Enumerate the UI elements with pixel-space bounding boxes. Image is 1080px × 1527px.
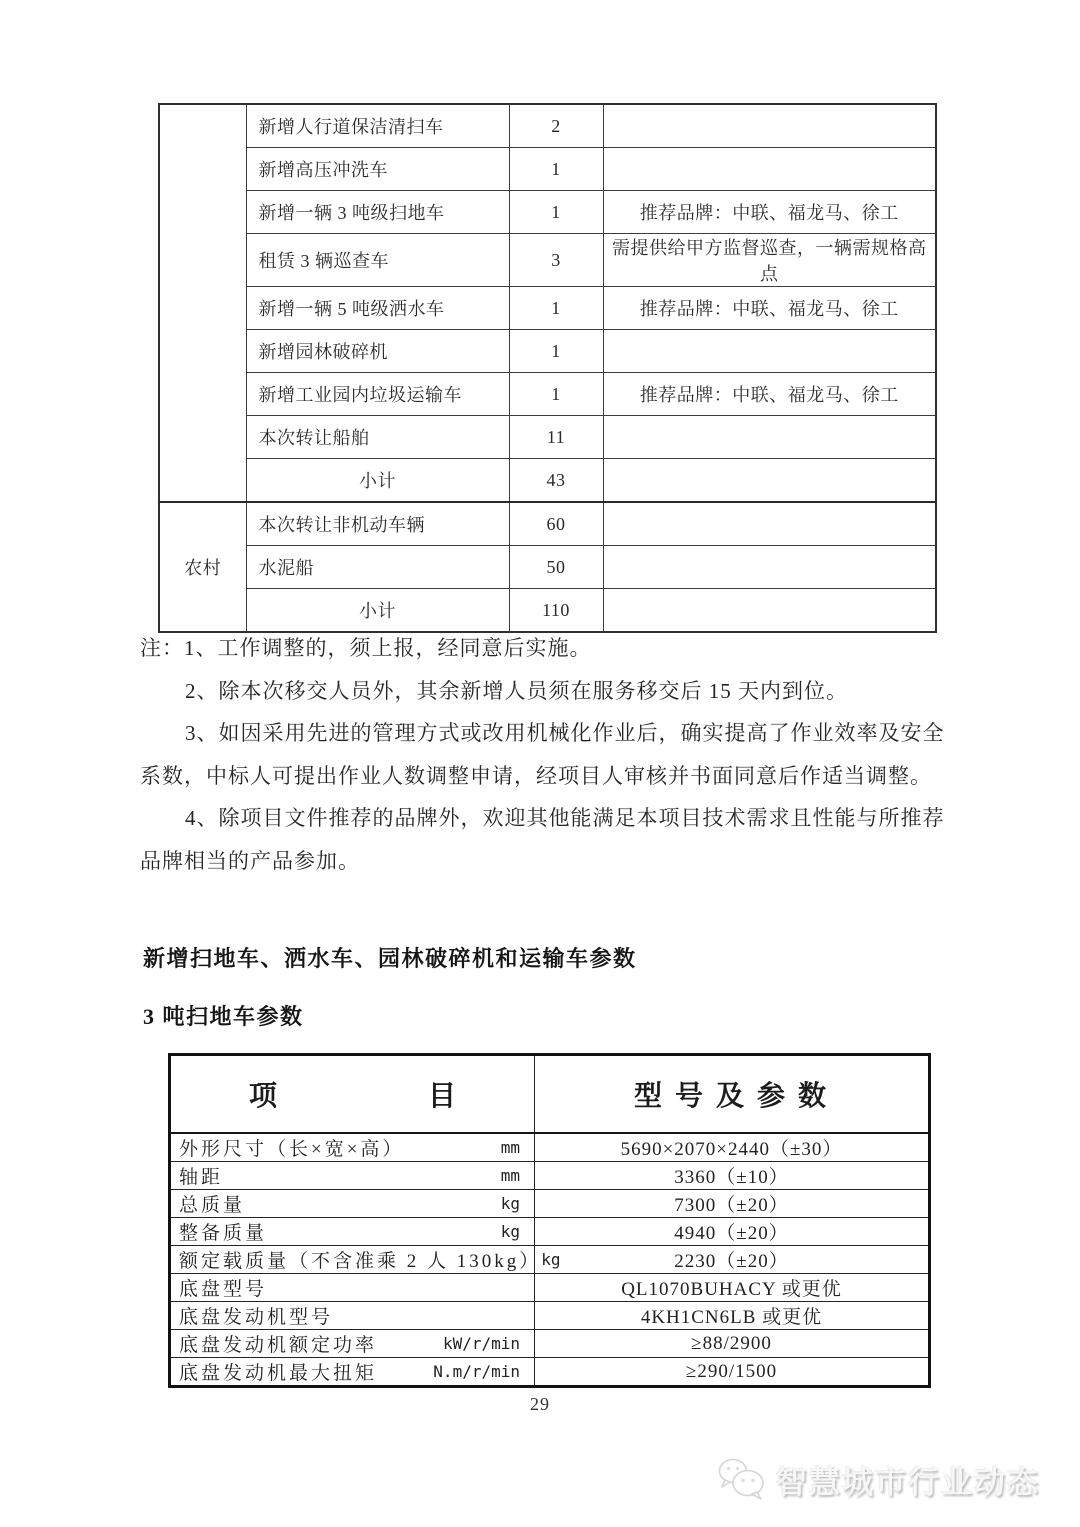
spec-value-cell: 4940（±20）: [535, 1218, 930, 1246]
vehicle-allocation-table: [158, 103, 937, 633]
remark-cell: 推荐品牌：中联、福龙马、徐工: [603, 373, 936, 416]
remark-cell: [603, 459, 936, 503]
item-cell: 本次转让非机动车辆: [246, 502, 509, 546]
remark-cell: 推荐品牌：中联、福龙马、徐工: [603, 287, 936, 330]
item-cell: 租赁 3 辆巡查车: [246, 234, 509, 287]
note-line: 4、除项目文件推荐的品牌外，欢迎其他能满足本项目技术需求且性能与所推荐: [185, 806, 945, 830]
vehicle-table-row: [159, 287, 936, 330]
spec-value-cell: 2230（±20）: [535, 1246, 930, 1274]
remark-cell: [603, 330, 936, 373]
spec-item-unit: kg: [500, 1194, 520, 1213]
section-heading: 新增扫地车、洒水车、园林破碎机和运输车参数: [143, 946, 637, 971]
item-cell: 新增高压冲洗车: [246, 148, 509, 191]
group-label-cell: [159, 104, 246, 502]
item-cell: 本次转让船舶: [246, 416, 509, 459]
spec-item-name: 外形尺寸（长×宽×高）: [179, 1139, 405, 1160]
quantity-cell: 11: [509, 416, 603, 459]
spec-item-name: 底盘发动机额定功率: [179, 1335, 378, 1356]
spec-item-name: 总质量: [179, 1195, 246, 1216]
spec-item-name: 轴距: [179, 1167, 224, 1188]
note-line: 品牌相当的产品参加。: [140, 848, 360, 873]
subsection-heading: 3 吨扫地车参数: [143, 1004, 304, 1029]
item-cell: 新增一辆 3 吨级扫地车: [246, 191, 509, 234]
quantity-cell: 2: [509, 104, 603, 148]
note-line: 注：1、工作调整的，须上报，经同意后实施。: [140, 636, 592, 660]
quantity-cell: 50: [509, 546, 603, 589]
spec-item-cell: [170, 1274, 535, 1302]
quantity-cell: 1: [509, 287, 603, 330]
spec-value-cell: 4KH1CN6LB 或更优: [535, 1302, 930, 1330]
spec-item-cell: [170, 1302, 535, 1330]
quantity-cell: 43: [509, 459, 603, 503]
spec-header-model: 型 号 及 参 数: [535, 1055, 930, 1134]
spec-header-item: [170, 1055, 535, 1134]
spec-table-row: [170, 1162, 930, 1190]
spec-item-name: 整备质量: [179, 1223, 268, 1244]
vehicle-table-row: [159, 148, 936, 191]
vehicle-table-row: [159, 416, 936, 459]
quantity-cell: 1: [509, 330, 603, 373]
remark-cell: 需提供给甲方监督巡查，一辆需规格高点: [603, 234, 936, 287]
quantity-cell: 60: [509, 502, 603, 546]
vehicle-table-row: [159, 459, 936, 503]
group-label-cell: 农村: [159, 502, 246, 632]
remark-cell: [603, 104, 936, 148]
sweeper-spec-table: [168, 1053, 931, 1388]
item-cell: 小计: [246, 459, 509, 503]
spec-table-row: [170, 1302, 930, 1330]
spec-table-row: [170, 1218, 930, 1246]
vehicle-table-row: [159, 234, 936, 287]
remark-cell: [603, 416, 936, 459]
quantity-cell: 1: [509, 373, 603, 416]
notes-section: [140, 627, 945, 882]
spec-item-unit: kg: [500, 1222, 520, 1241]
note-line: 系数，中标人可提出作业人数调整申请，经项目人审核并书面同意后作适当调整。: [140, 763, 932, 788]
spec-table-row: [170, 1330, 930, 1358]
spec-value-cell: QL1070BUHACY 或更优: [535, 1274, 930, 1302]
vehicle-table-row: [159, 502, 936, 546]
watermark: [716, 1456, 1040, 1502]
item-cell: 新增一辆 5 吨级洒水车: [246, 287, 509, 330]
vehicle-table-row: [159, 373, 936, 416]
spec-item-cell: [170, 1330, 535, 1358]
spec-item-cell: [170, 1190, 535, 1218]
spec-item-unit: kg: [541, 1250, 561, 1269]
spec-item-name: 底盘型号: [179, 1279, 268, 1300]
spec-table-row: [170, 1246, 930, 1274]
quantity-cell: 3: [509, 234, 603, 287]
spec-value-cell: 5690×2070×2440（±30）: [535, 1133, 930, 1162]
vehicle-table-row: [159, 104, 936, 148]
quantity-cell: 1: [509, 191, 603, 234]
item-cell: 新增园林破碎机: [246, 330, 509, 373]
spec-item-unit: mm: [500, 1166, 520, 1185]
vehicle-table-row: [159, 330, 936, 373]
remark-cell: [603, 502, 936, 546]
vehicle-table-row: [159, 546, 936, 589]
note-line: 3、如因采用先进的管理方式或改用机械化作业后，确实提高了作业效率及安全: [185, 721, 945, 745]
spec-value-cell: ≥290/1500: [535, 1358, 930, 1387]
spec-table-row: [170, 1190, 930, 1218]
wechat-icon: [716, 1456, 768, 1502]
spec-item-unit: mm: [500, 1138, 520, 1157]
watermark-text: 智慧城市行业动态: [776, 1464, 1040, 1500]
page-number: 29: [530, 1394, 550, 1414]
spec-header-item-char: 项: [249, 1081, 278, 1112]
vehicle-table-row: [159, 589, 936, 633]
remark-cell: [603, 589, 936, 633]
spec-item-cell: [170, 1162, 535, 1190]
quantity-cell: 110: [509, 589, 603, 633]
spec-item-cell: [170, 1218, 535, 1246]
spec-item-unit: kW/r/min: [442, 1334, 520, 1353]
item-cell: 新增人行道保洁清扫车: [246, 104, 509, 148]
spec-item-name: 底盘发动机最大扭矩: [179, 1363, 378, 1384]
spec-item-name: 额定载质量（不含准乘 2 人 130kg）: [179, 1251, 542, 1272]
spec-table-row: [170, 1274, 930, 1302]
remark-cell: [603, 148, 936, 191]
spec-item-cell: [170, 1133, 535, 1162]
spec-value-cell: 7300（±20）: [535, 1190, 930, 1218]
spec-table-row: [170, 1358, 930, 1387]
spec-item-unit: N.m/r/min: [433, 1362, 520, 1381]
spec-item-cell: [170, 1358, 535, 1387]
spec-item-cell: [170, 1246, 561, 1274]
remark-cell: 推荐品牌：中联、福龙马、徐工: [603, 191, 936, 234]
spec-value-cell: ≥88/2900: [535, 1330, 930, 1358]
item-cell: 小计: [246, 589, 509, 633]
spec-value-cell: 3360（±10）: [535, 1162, 930, 1190]
spec-header-row: [170, 1055, 930, 1134]
spec-table-row: [170, 1133, 930, 1162]
note-line: 2、除本次移交人员外，其余新增人员须在服务移交后 15 天内到位。: [185, 678, 848, 703]
spec-item-name: 底盘发动机型号: [179, 1307, 334, 1328]
spec-header-item-char: 目: [427, 1081, 456, 1112]
quantity-cell: 1: [509, 148, 603, 191]
item-cell: 新增工业园内垃圾运输车: [246, 373, 509, 416]
remark-cell: [603, 546, 936, 589]
item-cell: 水泥船: [246, 546, 509, 589]
vehicle-table-row: [159, 191, 936, 234]
